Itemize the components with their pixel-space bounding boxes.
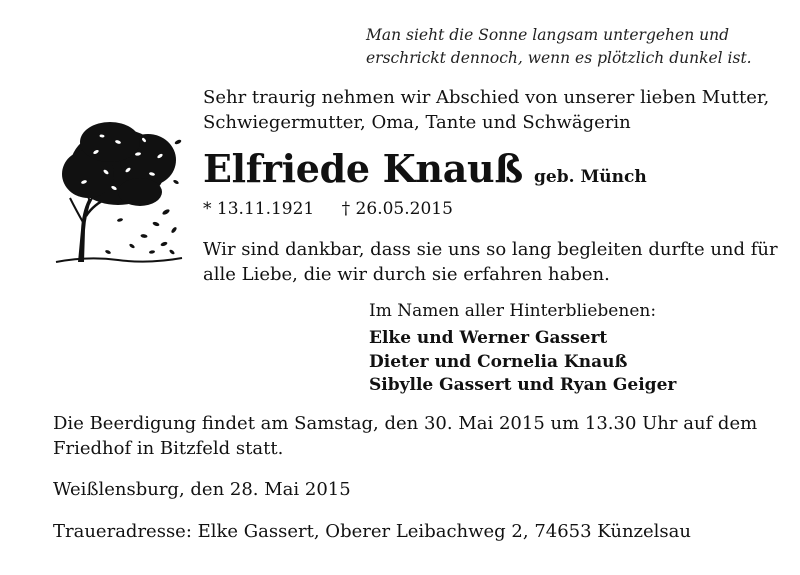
thanks-text [203, 238, 783, 287]
place-and-date: Weißlensburg, den 28. Mai 2015 [53, 479, 351, 500]
deceased-name: Elfriede Knauß [203, 146, 523, 191]
mourner-name: Elke und Werner Gassert [369, 328, 608, 348]
funeral-line-2: Friedhof in Bitzfeld statt. [53, 437, 284, 459]
intro-text [203, 86, 783, 135]
thanks-line-1: Wir sind dankbar, dass sie uns so lang begleiten durfte und für [203, 239, 778, 260]
funeral-line-1: Die Beerdigung findet am Samstag, den 30. Mai 2015 um 13.30 Uhr auf dem [53, 413, 758, 434]
funeral-details [53, 412, 783, 461]
quote-line-2: erschrickt dennoch, wenn es plötzlich dunkel ist. [366, 49, 752, 67]
intro-line-1: Sehr traurig nehmen wir Abschied von unserer lieben Mutter, [203, 87, 770, 108]
death-date: † 26.05.2015 [341, 199, 453, 219]
mourners-list [369, 327, 676, 398]
condolence-address: Traueradresse: Elke Gassert, Oberer Leibachweg 2, 74653 Künzelsau [53, 521, 691, 542]
epigraph-quote [366, 24, 766, 70]
intro-line-2: Schwiegermutter, Oma, Tante und Schwägerin [203, 111, 631, 133]
life-dates [203, 199, 453, 219]
mourner-name: Sibylle Gassert und Ryan Geiger [369, 375, 677, 395]
deceased-name-line [203, 146, 647, 191]
mourners-intro: Im Namen aller Hinterbliebenen: [369, 301, 657, 321]
mourner-name: Dieter und Cornelia Knauß [369, 351, 628, 372]
tree-icon [48, 112, 188, 276]
thanks-line-2: alle Liebe, die wir durch sie erfahren haben. [203, 263, 610, 285]
birth-date: * 13.11.1921 [203, 199, 315, 219]
maiden-name: geb. Münch [534, 167, 647, 187]
quote-line-1: Man sieht die Sonne langsam untergehen und [366, 26, 729, 44]
